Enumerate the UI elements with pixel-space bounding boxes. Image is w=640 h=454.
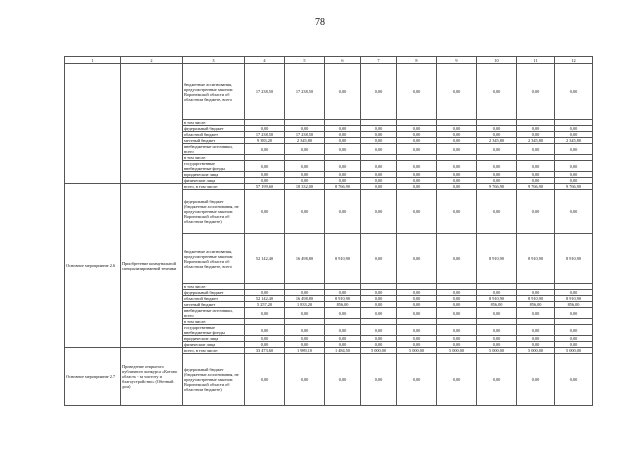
amount-cell: 0,00 bbox=[437, 132, 477, 138]
amount-cell: 0,00 bbox=[397, 342, 437, 348]
amount-cell: 0,00 bbox=[555, 308, 593, 319]
funding-source: федеральный бюджет (бюджетные ассигнования, не предусмотренные законом Воронежской области об областном бюджете) bbox=[183, 190, 245, 234]
amount-cell: 0,00 bbox=[437, 184, 477, 190]
amount-cell: 0,00 bbox=[397, 126, 437, 132]
amount-cell: 0,00 bbox=[245, 325, 285, 336]
amount-cell: 0,00 bbox=[437, 325, 477, 336]
amount-cell: 2 345,80 bbox=[285, 138, 325, 144]
amount-cell: 0,00 bbox=[437, 336, 477, 342]
column-number: 12 bbox=[555, 57, 593, 64]
funding-source: государственные внебюджетные фонды bbox=[183, 161, 245, 172]
column-number: 9 bbox=[437, 57, 477, 64]
amount-cell: 0,00 bbox=[555, 144, 593, 155]
amount-cell: 0,00 bbox=[517, 325, 555, 336]
funding-source: в том числе: bbox=[183, 284, 245, 290]
funding-source: внебюджетные источники, всего bbox=[183, 308, 245, 319]
amount-cell: 0,00 bbox=[477, 126, 517, 132]
amount-cell: 9 766,90 bbox=[477, 184, 517, 190]
amount-cell: 0,00 bbox=[245, 308, 285, 319]
amount-cell: 0,00 bbox=[245, 190, 285, 234]
amount-cell: 0,00 bbox=[397, 144, 437, 155]
amount-cell: 16 498,80 bbox=[285, 296, 325, 302]
amount-cell: 0,00 bbox=[361, 138, 397, 144]
amount-cell: 0,00 bbox=[517, 64, 555, 120]
amount-cell: 5 000,00 bbox=[517, 348, 555, 354]
amount-cell: 0,00 bbox=[325, 161, 361, 172]
amount-cell: 0,00 bbox=[361, 296, 397, 302]
amount-cell: 0,00 bbox=[361, 234, 397, 284]
event-name: Основное мероприятие 2.6 bbox=[65, 184, 121, 348]
amount-cell: 9 766,90 bbox=[517, 184, 555, 190]
amount-cell: 0,00 bbox=[361, 178, 397, 184]
amount-cell: 0,00 bbox=[517, 161, 555, 172]
amount-cell: 0,00 bbox=[325, 144, 361, 155]
amount-cell: 0,00 bbox=[361, 290, 397, 296]
column-number: 6 bbox=[325, 57, 361, 64]
amount-cell: 0,00 bbox=[477, 178, 517, 184]
funding-source: областной бюджет bbox=[183, 296, 245, 302]
amount-cell: 0,00 bbox=[397, 64, 437, 120]
funding-source: бюджетные ассигнования, предусмотренные законом Воронежской области об областном бюджете, всего bbox=[183, 64, 245, 120]
funding-source: федеральный бюджет bbox=[183, 126, 245, 132]
funding-source: физические лица bbox=[183, 342, 245, 348]
amount-cell: 0,00 bbox=[555, 161, 593, 172]
amount-cell: 0,00 bbox=[555, 178, 593, 184]
amount-cell: 0,00 bbox=[325, 178, 361, 184]
amount-cell: 0,00 bbox=[361, 325, 397, 336]
amount-cell: 0,00 bbox=[517, 178, 555, 184]
amount-cell: 17 238,50 bbox=[285, 132, 325, 138]
amount-cell: 0,00 bbox=[361, 184, 397, 190]
funding-source: внебюджетные источники, всего bbox=[183, 144, 245, 155]
amount-cell: 0,00 bbox=[285, 144, 325, 155]
amount-cell: 0,00 bbox=[477, 342, 517, 348]
amount-cell: 0,00 bbox=[397, 161, 437, 172]
funding-source: федеральный бюджет bbox=[183, 290, 245, 296]
amount-cell: 0,00 bbox=[517, 342, 555, 348]
amount-cell: 0,00 bbox=[517, 132, 555, 138]
amount-cell: 0,00 bbox=[477, 144, 517, 155]
amount-cell: 5 000,00 bbox=[477, 348, 517, 354]
amount-cell: 0,00 bbox=[517, 308, 555, 319]
amount-cell: 5 257,20 bbox=[245, 302, 285, 308]
amount-cell: 856,00 bbox=[555, 302, 593, 308]
amount-cell: 5 000,00 bbox=[555, 348, 593, 354]
amount-cell: 0,00 bbox=[397, 172, 437, 178]
amount-cell: 0,00 bbox=[555, 342, 593, 348]
amount-cell: 0,00 bbox=[325, 290, 361, 296]
funding-source: юридические лица bbox=[183, 172, 245, 178]
amount-cell: 8 766,90 bbox=[325, 184, 361, 190]
amount-cell: 9 766,90 bbox=[555, 184, 593, 190]
event-description bbox=[121, 64, 183, 184]
funding-source: бюджетные ассигнования, предусмотренные законом Воронежской области об областном бюджете, всего bbox=[183, 234, 245, 284]
column-number: 10 bbox=[477, 57, 517, 64]
amount-cell: 0,00 bbox=[361, 354, 397, 406]
amount-cell: 0,00 bbox=[477, 64, 517, 120]
column-number: 7 bbox=[361, 57, 397, 64]
column-number: 2 bbox=[121, 57, 183, 64]
amount-cell: 0,00 bbox=[555, 190, 593, 234]
amount-cell: 0,00 bbox=[437, 178, 477, 184]
amount-cell: 0,00 bbox=[517, 336, 555, 342]
amount-cell: 0,00 bbox=[437, 342, 477, 348]
funding-source: в том числе: bbox=[183, 120, 245, 126]
amount-cell: 0,00 bbox=[325, 138, 361, 144]
funding-source: государственные внебюджетные фонды bbox=[183, 325, 245, 336]
amount-cell: 0,00 bbox=[397, 354, 437, 406]
amount-cell: 0,00 bbox=[245, 126, 285, 132]
amount-cell: 57 199,60 bbox=[245, 184, 285, 190]
amount-cell: 0,00 bbox=[517, 126, 555, 132]
amount-cell: 0,00 bbox=[397, 190, 437, 234]
amount-cell: 8 910,90 bbox=[555, 234, 593, 284]
funding-source: федеральный бюджет (бюджетные ассигнования, не предусмотренные законом Воронежской области об областном бюджете) bbox=[183, 354, 245, 406]
amount-cell: 0,00 bbox=[361, 64, 397, 120]
funding-source: в том числе: bbox=[183, 155, 245, 161]
amount-cell: 2 345,80 bbox=[555, 138, 593, 144]
amount-cell: 0,00 bbox=[555, 132, 593, 138]
amount-cell: 9 383,20 bbox=[245, 138, 285, 144]
column-number: 11 bbox=[517, 57, 555, 64]
column-number: 3 bbox=[183, 57, 245, 64]
amount-cell: 0,00 bbox=[245, 172, 285, 178]
event-name: Основное мероприятие 2.7 bbox=[65, 348, 121, 406]
amount-cell: 0,00 bbox=[325, 172, 361, 178]
amount-cell: 0,00 bbox=[477, 336, 517, 342]
amount-cell: 0,00 bbox=[325, 132, 361, 138]
amount-cell: 0,00 bbox=[437, 161, 477, 172]
amount-cell: 0,00 bbox=[361, 190, 397, 234]
amount-cell: 0,00 bbox=[361, 126, 397, 132]
amount-cell: 0,00 bbox=[437, 308, 477, 319]
amount-cell: 0,00 bbox=[437, 234, 477, 284]
amount-cell: 1 989,10 bbox=[285, 348, 325, 354]
amount-cell: 0,00 bbox=[437, 354, 477, 406]
column-number-row bbox=[65, 57, 593, 64]
funding-source: юридические лица bbox=[183, 336, 245, 342]
budget-table bbox=[64, 56, 593, 406]
amount-cell: 0,00 bbox=[325, 336, 361, 342]
funding-source: в том числе: bbox=[183, 319, 245, 325]
event-description: Проведение открытого публичного конкурса «Котова область - за чистоту и благоустройство» (Обетный дом) bbox=[121, 348, 183, 406]
amount-cell: 856,00 bbox=[517, 302, 555, 308]
amount-cell: 0,00 bbox=[285, 342, 325, 348]
amount-cell: 0,00 bbox=[245, 178, 285, 184]
amount-cell: 52 142,40 bbox=[245, 296, 285, 302]
amount-cell: 0,00 bbox=[361, 172, 397, 178]
amount-cell: 0,00 bbox=[477, 354, 517, 406]
amount-cell: 0,00 bbox=[361, 336, 397, 342]
amount-cell: 856,00 bbox=[325, 302, 361, 308]
amount-cell: 0,00 bbox=[285, 178, 325, 184]
amount-cell: 0,00 bbox=[555, 126, 593, 132]
funding-source: местный бюджет bbox=[183, 138, 245, 144]
event-description: Приобретение коммунальной специализированной техники bbox=[121, 184, 183, 348]
table-row bbox=[65, 64, 593, 120]
amount-cell: 1 484,50 bbox=[325, 348, 361, 354]
amount-cell: 0,00 bbox=[555, 290, 593, 296]
amount-cell: 0,00 bbox=[245, 144, 285, 155]
amount-cell: 0,00 bbox=[477, 308, 517, 319]
amount-cell: 0,00 bbox=[325, 354, 361, 406]
page-number: 78 bbox=[315, 17, 325, 28]
amount-cell: 0,00 bbox=[477, 172, 517, 178]
amount-cell: 0,00 bbox=[285, 190, 325, 234]
funding-source: всего, в том числе: bbox=[183, 184, 245, 190]
amount-cell: 33 473,60 bbox=[245, 348, 285, 354]
amount-cell: 0,00 bbox=[285, 354, 325, 406]
amount-cell: 18 332,00 bbox=[285, 184, 325, 190]
amount-cell: 0,00 bbox=[477, 190, 517, 234]
amount-cell: 0,00 bbox=[397, 178, 437, 184]
funding-source: всего, в том числе: bbox=[183, 348, 245, 354]
amount-cell: 0,00 bbox=[397, 184, 437, 190]
amount-cell: 0,00 bbox=[517, 354, 555, 406]
amount-cell: 0,00 bbox=[245, 290, 285, 296]
column-number: 4 bbox=[245, 57, 285, 64]
amount-cell: 0,00 bbox=[437, 126, 477, 132]
column-number: 1 bbox=[65, 57, 121, 64]
funding-source: областной бюджет bbox=[183, 132, 245, 138]
column-number: 5 bbox=[285, 57, 325, 64]
amount-cell: 0,00 bbox=[437, 190, 477, 234]
amount-cell: 17 238,50 bbox=[245, 132, 285, 138]
amount-cell: 0,00 bbox=[285, 325, 325, 336]
amount-cell: 0,00 bbox=[555, 172, 593, 178]
amount-cell: 0,00 bbox=[245, 161, 285, 172]
amount-cell: 8 910,90 bbox=[555, 296, 593, 302]
amount-cell: 0,00 bbox=[437, 290, 477, 296]
amount-cell: 17 238,50 bbox=[245, 64, 285, 120]
amount-cell: 8 910,90 bbox=[517, 234, 555, 284]
amount-cell: 5 000,00 bbox=[361, 348, 397, 354]
amount-cell: 8 910,90 bbox=[477, 296, 517, 302]
amount-cell: 0,00 bbox=[397, 336, 437, 342]
amount-cell: 0,00 bbox=[437, 302, 477, 308]
amount-cell: 0,00 bbox=[477, 161, 517, 172]
amount-cell: 0,00 bbox=[245, 354, 285, 406]
amount-cell: 16 498,80 bbox=[285, 234, 325, 284]
amount-cell: 0,00 bbox=[285, 126, 325, 132]
amount-cell: 0,00 bbox=[437, 144, 477, 155]
amount-cell: 2 345,80 bbox=[517, 138, 555, 144]
amount-cell: 0,00 bbox=[555, 64, 593, 120]
amount-cell: 0,00 bbox=[517, 290, 555, 296]
amount-cell: 0,00 bbox=[437, 138, 477, 144]
amount-cell: 5 000,00 bbox=[437, 348, 477, 354]
funding-source: физические лица bbox=[183, 178, 245, 184]
amount-cell: 0,00 bbox=[397, 290, 437, 296]
amount-cell: 0,00 bbox=[325, 64, 361, 120]
amount-cell: 8 910,90 bbox=[477, 234, 517, 284]
amount-cell: 0,00 bbox=[285, 336, 325, 342]
amount-cell: 52 142,40 bbox=[245, 234, 285, 284]
amount-cell: 0,00 bbox=[397, 308, 437, 319]
amount-cell: 0,00 bbox=[361, 302, 397, 308]
amount-cell: 0,00 bbox=[517, 172, 555, 178]
amount-cell: 0,00 bbox=[325, 190, 361, 234]
amount-cell: 5 000,00 bbox=[397, 348, 437, 354]
amount-cell: 0,00 bbox=[397, 325, 437, 336]
amount-cell: 0,00 bbox=[555, 336, 593, 342]
amount-cell: 856,00 bbox=[477, 302, 517, 308]
amount-cell: 0,00 bbox=[477, 290, 517, 296]
amount-cell: 0,00 bbox=[361, 342, 397, 348]
amount-cell: 0,00 bbox=[325, 308, 361, 319]
amount-cell: 8 910,90 bbox=[325, 234, 361, 284]
amount-cell: 0,00 bbox=[517, 144, 555, 155]
amount-cell: 0,00 bbox=[285, 172, 325, 178]
amount-cell: 1 833,20 bbox=[285, 302, 325, 308]
amount-cell: 0,00 bbox=[437, 64, 477, 120]
amount-cell: 0,00 bbox=[397, 234, 437, 284]
amount-cell: 0,00 bbox=[437, 172, 477, 178]
amount-cell: 0,00 bbox=[285, 308, 325, 319]
amount-cell: 0,00 bbox=[325, 126, 361, 132]
amount-cell: 0,00 bbox=[245, 342, 285, 348]
amount-cell: 0,00 bbox=[517, 190, 555, 234]
amount-cell: 0,00 bbox=[361, 308, 397, 319]
event-name bbox=[65, 64, 121, 184]
amount-cell: 2 345,80 bbox=[477, 138, 517, 144]
amount-cell: 0,00 bbox=[397, 138, 437, 144]
amount-cell: 17 238,50 bbox=[285, 64, 325, 120]
amount-cell: 0,00 bbox=[477, 132, 517, 138]
column-number: 8 bbox=[397, 57, 437, 64]
amount-cell: 0,00 bbox=[397, 302, 437, 308]
amount-cell: 0,00 bbox=[555, 325, 593, 336]
amount-cell: 0,00 bbox=[325, 342, 361, 348]
amount-cell: 0,00 bbox=[555, 354, 593, 406]
amount-cell: 0,00 bbox=[325, 325, 361, 336]
amount-cell: 0,00 bbox=[397, 296, 437, 302]
amount-cell: 0,00 bbox=[397, 132, 437, 138]
amount-cell: 8 910,90 bbox=[325, 296, 361, 302]
amount-cell: 0,00 bbox=[437, 296, 477, 302]
amount-cell: 0,00 bbox=[361, 144, 397, 155]
amount-cell: 0,00 bbox=[361, 132, 397, 138]
amount-cell: 0,00 bbox=[361, 161, 397, 172]
amount-cell: 0,00 bbox=[285, 161, 325, 172]
amount-cell: 8 910,90 bbox=[517, 296, 555, 302]
amount-cell: 0,00 bbox=[245, 336, 285, 342]
amount-cell: 0,00 bbox=[285, 290, 325, 296]
amount-cell: 0,00 bbox=[477, 325, 517, 336]
funding-source: местный бюджет bbox=[183, 302, 245, 308]
